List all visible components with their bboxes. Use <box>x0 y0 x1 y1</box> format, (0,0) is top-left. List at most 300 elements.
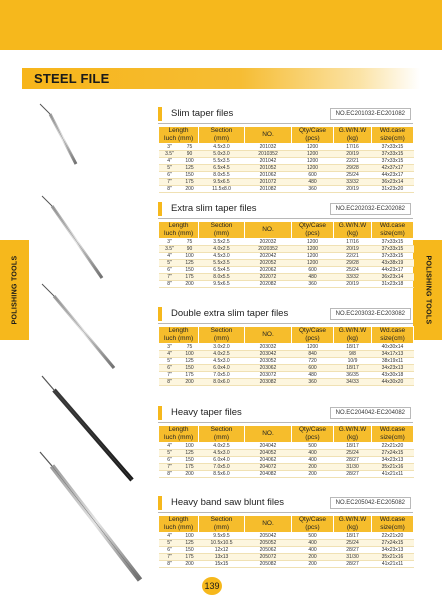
table-cell: 201072 <box>245 179 292 186</box>
table-cell: 44x23x17 <box>372 267 414 274</box>
header-weight: G.W/N.W (kg) <box>334 222 372 239</box>
table-cell: 204082 <box>245 471 292 478</box>
header-case: Wd.case size(cm) <box>372 222 414 239</box>
table-row <box>159 179 414 186</box>
table-cell: 8.5x6.0 <box>199 471 245 478</box>
spec-table <box>158 515 414 568</box>
table-cell: 3" <box>159 144 181 151</box>
table-row <box>159 253 414 260</box>
table-cell: 400 <box>292 547 334 554</box>
table-cell: 35x21x16 <box>372 464 414 471</box>
table-cell: 35x21x16 <box>372 554 414 561</box>
table-cell: 200 <box>181 186 199 193</box>
table-cell: 200 <box>181 281 199 288</box>
table-cell: 204072 <box>245 464 292 471</box>
section-divider <box>158 218 413 219</box>
header-no: NO. <box>245 127 292 144</box>
table-row <box>159 186 414 193</box>
table-cell: 38x19x11 <box>372 358 414 365</box>
table-cell: 202082 <box>245 281 292 288</box>
table-row <box>159 533 414 540</box>
table-cell: 5" <box>159 450 181 457</box>
section-divider <box>158 512 413 513</box>
table-cell: 360 <box>292 281 334 288</box>
table-row <box>159 246 414 253</box>
spec-table <box>158 221 414 288</box>
header-length: Length Iuch (mm) <box>159 426 199 443</box>
table-cell: 100 <box>181 253 199 260</box>
table-cell: 201052 <box>245 165 292 172</box>
table-cell: 1200 <box>292 165 334 172</box>
table-cell: 1200 <box>292 344 334 351</box>
table-cell: 41x21x11 <box>372 561 414 568</box>
table-row <box>159 351 414 358</box>
table-cell: 201082 <box>245 186 292 193</box>
table-cell: 8" <box>159 186 181 193</box>
header-no: NO. <box>245 426 292 443</box>
table-row <box>159 158 414 165</box>
table-row <box>159 372 414 379</box>
table-cell: 125 <box>181 540 199 547</box>
table-row <box>159 540 414 547</box>
table-cell: 4.5x3.0 <box>199 253 245 260</box>
section-header <box>158 496 413 510</box>
table-row <box>159 274 414 281</box>
table-cell: 6" <box>159 172 181 179</box>
table-cell: 5" <box>159 260 181 267</box>
table-cell: 75 <box>181 144 199 151</box>
table-cell: 28/27 <box>334 547 372 554</box>
table-cell: 27x24x15 <box>372 540 414 547</box>
table-cell: 100 <box>181 443 199 450</box>
table-cell: 5" <box>159 165 181 172</box>
table-cell: 500 <box>292 533 334 540</box>
section-accent <box>158 496 162 510</box>
side-tab-right <box>413 240 442 340</box>
table-cell: 175 <box>181 554 199 561</box>
page-number: 139 <box>202 577 222 595</box>
table-cell: 11.5x8.0 <box>199 186 245 193</box>
table-cell: 125 <box>181 165 199 172</box>
section-heavy-taper-files <box>158 406 413 478</box>
section-header <box>158 202 413 216</box>
table-cell: 3" <box>159 239 181 246</box>
table-cell: 15x15 <box>199 561 245 568</box>
header-case: Wd.case size(cm) <box>372 127 414 144</box>
section-header <box>158 307 413 321</box>
table-cell: 200 <box>292 554 334 561</box>
header-length: Length Iuch (mm) <box>159 327 199 344</box>
table-cell: 1200 <box>292 151 334 158</box>
table-cell: 7" <box>159 179 181 186</box>
model-range-badge: NO.EC202032-EC202082 <box>330 203 411 215</box>
table-row <box>159 379 414 386</box>
header-case: Wd.case size(cm) <box>372 516 414 533</box>
table-cell: 8.0x5.5 <box>199 172 245 179</box>
table-cell: 33/32 <box>334 274 372 281</box>
table-cell: 500 <box>292 443 334 450</box>
table-cell: 13x13 <box>199 554 245 561</box>
header-section: Section (mm) <box>199 327 245 344</box>
header-qty: Qty/Case (pcs) <box>292 516 334 533</box>
header-weight: G.W/N.W (kg) <box>334 426 372 443</box>
table-cell: 6" <box>159 365 181 372</box>
table-cell: 150 <box>181 365 199 372</box>
table-row <box>159 358 414 365</box>
table-cell: 20/19 <box>334 281 372 288</box>
table-cell: 22x21x20 <box>372 443 414 450</box>
table-cell: 204052 <box>245 450 292 457</box>
table-cell: 20/19 <box>334 151 372 158</box>
table-cell: 2010352 <box>245 151 292 158</box>
table-cell: 4" <box>159 443 181 450</box>
header-qty: Qty/Case (pcs) <box>292 426 334 443</box>
header-length: Length Iuch (mm) <box>159 127 199 144</box>
table-cell: 480 <box>292 372 334 379</box>
table-cell: 200 <box>292 561 334 568</box>
header-case: Wd.case size(cm) <box>372 426 414 443</box>
table-cell: 150 <box>181 547 199 554</box>
table-cell: 202062 <box>245 267 292 274</box>
table-cell: 34/33 <box>334 379 372 386</box>
table-cell: 12x12 <box>199 547 245 554</box>
table-cell: 6.5x4.5 <box>199 165 245 172</box>
table-cell: 4" <box>159 158 181 165</box>
table-cell: 18/17 <box>334 533 372 540</box>
slim-taper-file-image <box>40 104 76 164</box>
table-cell: 8" <box>159 281 181 288</box>
table-cell: 42x37x17 <box>372 165 414 172</box>
table-cell: 25/24 <box>334 540 372 547</box>
section-divider <box>158 323 413 324</box>
section-accent <box>158 307 162 321</box>
table-cell: 203032 <box>245 344 292 351</box>
table-cell: 17/16 <box>334 144 372 151</box>
table-cell: 28/27 <box>334 471 372 478</box>
table-cell: 205072 <box>245 554 292 561</box>
header-weight: G.W/N.W (kg) <box>334 516 372 533</box>
table-cell: 90 <box>181 246 199 253</box>
table-cell: 203042 <box>245 351 292 358</box>
table-cell: 18/17 <box>334 365 372 372</box>
table-cell: 22x21x20 <box>372 533 414 540</box>
table-cell: 205062 <box>245 547 292 554</box>
table-cell: 5.0x3.0 <box>199 151 245 158</box>
table-cell: 201032 <box>245 144 292 151</box>
page-title-bar <box>22 68 420 89</box>
table-cell: 33/32 <box>334 179 372 186</box>
table-cell: 201062 <box>245 172 292 179</box>
table-cell: 1200 <box>292 239 334 246</box>
table-cell: 6" <box>159 547 181 554</box>
table-row <box>159 165 414 172</box>
table-cell: 28/27 <box>334 561 372 568</box>
table-cell: 27x24x15 <box>372 450 414 457</box>
table-cell: 4.5x3.0 <box>199 358 245 365</box>
table-cell: 31/30 <box>334 464 372 471</box>
table-row <box>159 365 414 372</box>
table-cell: 5" <box>159 358 181 365</box>
table-cell: 205052 <box>245 540 292 547</box>
table-cell: 40x30x14 <box>372 344 414 351</box>
model-range-badge: NO.EC203032-EC203082 <box>330 308 411 320</box>
spec-table <box>158 126 414 193</box>
table-cell: 175 <box>181 372 199 379</box>
table-cell: 125 <box>181 260 199 267</box>
table-cell: 200 <box>292 464 334 471</box>
section-slim-taper-files <box>158 107 413 193</box>
spec-table <box>158 425 414 478</box>
table-cell: 34x17x13 <box>372 351 414 358</box>
table-cell: 3.5" <box>159 151 181 158</box>
header-no: NO. <box>245 222 292 239</box>
table-cell: 400 <box>292 450 334 457</box>
table-cell: 200 <box>292 471 334 478</box>
table-cell: 600 <box>292 172 334 179</box>
header-weight: G.W/N.W (kg) <box>334 327 372 344</box>
table-cell: 175 <box>181 179 199 186</box>
table-cell: 203072 <box>245 372 292 379</box>
table-cell: 3.5x2.5 <box>199 239 245 246</box>
table-row <box>159 239 414 246</box>
table-cell: 6.0x4.0 <box>199 365 245 372</box>
table-cell: 400 <box>292 540 334 547</box>
table-cell: 1200 <box>292 144 334 151</box>
table-cell: 8.0x5.5 <box>199 274 245 281</box>
table-cell: 25/24 <box>334 172 372 179</box>
table-cell: 7.0x5.0 <box>199 372 245 379</box>
table-cell: 150 <box>181 457 199 464</box>
table-cell: 7" <box>159 274 181 281</box>
section-heavy-band-saw-blunt-files <box>158 496 413 568</box>
table-cell: 204042 <box>245 443 292 450</box>
table-cell: 25/24 <box>334 267 372 274</box>
table-row <box>159 561 414 568</box>
table-cell: 4.0x2.5 <box>199 443 245 450</box>
table-cell: 25/24 <box>334 450 372 457</box>
table-cell: 125 <box>181 358 199 365</box>
table-cell: 8" <box>159 471 181 478</box>
table-cell: 202072 <box>245 274 292 281</box>
table-cell: 600 <box>292 365 334 372</box>
table-cell: 37x33x15 <box>372 253 414 260</box>
table-row <box>159 471 414 478</box>
header-case: Wd.case size(cm) <box>372 327 414 344</box>
table-cell: 9.5x6.5 <box>199 179 245 186</box>
table-cell: 9.5x9.5 <box>199 533 245 540</box>
table-cell: 6.5x4.5 <box>199 267 245 274</box>
table-cell: 8" <box>159 379 181 386</box>
header-qty: Qty/Case (pcs) <box>292 222 334 239</box>
top-color-band <box>0 0 442 50</box>
table-cell: 6" <box>159 267 181 274</box>
table-cell: 8" <box>159 561 181 568</box>
table-cell: 44x23x17 <box>372 172 414 179</box>
section-name: Slim taper files <box>171 108 234 119</box>
table-row <box>159 464 414 471</box>
table-cell: 22/21 <box>334 158 372 165</box>
table-cell: 41x21x11 <box>372 471 414 478</box>
table-cell: 480 <box>292 274 334 281</box>
table-cell: 200 <box>181 561 199 568</box>
section-accent <box>158 406 162 420</box>
header-qty: Qty/Case (pcs) <box>292 127 334 144</box>
table-cell: 75 <box>181 344 199 351</box>
table-cell: 400 <box>292 457 334 464</box>
heavy-taper-file-image <box>42 376 132 480</box>
table-cell: 6.0x4.0 <box>199 457 245 464</box>
table-cell: 37x33x15 <box>372 246 414 253</box>
header-length: Length Iuch (mm) <box>159 516 199 533</box>
section-extra-slim-taper-files <box>158 202 413 288</box>
model-range-badge: NO.EC201032-EC201082 <box>330 108 411 120</box>
steel-file-illustrations <box>28 100 148 590</box>
table-cell: 29/28 <box>334 260 372 267</box>
table-cell: 4" <box>159 253 181 260</box>
table-cell: 4.0x2.5 <box>199 351 245 358</box>
table-row <box>159 450 414 457</box>
table-cell: 3.5" <box>159 246 181 253</box>
table-cell: 360 <box>292 379 334 386</box>
table-cell: 200 <box>181 379 199 386</box>
header-weight: G.W/N.W (kg) <box>334 127 372 144</box>
section-divider <box>158 123 413 124</box>
table-row <box>159 547 414 554</box>
section-name: Double extra slim taper files <box>171 308 289 319</box>
table-cell: 18/17 <box>334 443 372 450</box>
table-cell: 29/28 <box>334 165 372 172</box>
table-cell: 202042 <box>245 253 292 260</box>
table-cell: 10/9 <box>334 358 372 365</box>
table-cell: 100 <box>181 533 199 540</box>
side-label-right: POLISHING TOOLS <box>424 255 431 325</box>
model-range-badge: NO.EC204042-EC204082 <box>330 407 411 419</box>
table-cell: 1200 <box>292 158 334 165</box>
spec-table <box>158 326 414 386</box>
table-cell: 5" <box>159 540 181 547</box>
table-cell: 31x23x20 <box>372 186 414 193</box>
table-cell: 37x33x15 <box>372 144 414 151</box>
table-cell: 202052 <box>245 260 292 267</box>
section-double-extra-slim-taper-files <box>158 307 413 386</box>
table-row <box>159 443 414 450</box>
table-cell: 18/17 <box>334 344 372 351</box>
section-divider <box>158 422 413 423</box>
table-cell: 175 <box>181 274 199 281</box>
table-cell: 4.0x2.5 <box>199 246 245 253</box>
table-cell: 125 <box>181 450 199 457</box>
header-qty: Qty/Case (pcs) <box>292 327 334 344</box>
table-cell: 28/27 <box>334 457 372 464</box>
table-cell: 360 <box>292 186 334 193</box>
table-cell: 22/21 <box>334 253 372 260</box>
table-cell: 200 <box>181 471 199 478</box>
header-section: Section (mm) <box>199 222 245 239</box>
table-cell: 20/19 <box>334 186 372 193</box>
side-tab-left <box>0 240 29 340</box>
table-cell: 31/30 <box>334 554 372 561</box>
table-cell: 36x23x14 <box>372 179 414 186</box>
table-row <box>159 267 414 274</box>
table-cell: 9/8 <box>334 351 372 358</box>
table-cell: 34x23x13 <box>372 457 414 464</box>
table-cell: 34x23x13 <box>372 365 414 372</box>
table-cell: 4" <box>159 351 181 358</box>
table-cell: 10.5x10.5 <box>199 540 245 547</box>
table-cell: 37x33x15 <box>372 151 414 158</box>
table-cell: 203082 <box>245 379 292 386</box>
section-accent <box>158 107 162 121</box>
table-row <box>159 144 414 151</box>
page-title: STEEL FILE <box>34 71 110 86</box>
header-section: Section (mm) <box>199 426 245 443</box>
table-cell: 150 <box>181 267 199 274</box>
header-no: NO. <box>245 327 292 344</box>
table-row <box>159 457 414 464</box>
table-cell: 43x30x18 <box>372 372 414 379</box>
table-cell: 34x23x13 <box>372 547 414 554</box>
table-cell: 6" <box>159 457 181 464</box>
table-cell: 1200 <box>292 253 334 260</box>
table-cell: 100 <box>181 351 199 358</box>
table-cell: 75 <box>181 239 199 246</box>
table-cell: 31x23x18 <box>372 281 414 288</box>
table-cell: 5.5x3.5 <box>199 158 245 165</box>
table-row <box>159 344 414 351</box>
section-header <box>158 406 413 420</box>
table-cell: 204062 <box>245 457 292 464</box>
table-row <box>159 260 414 267</box>
table-cell: 7" <box>159 464 181 471</box>
table-cell: 4.5x3.0 <box>199 144 245 151</box>
table-cell: 720 <box>292 358 334 365</box>
table-cell: 44x30x20 <box>372 379 414 386</box>
table-cell: 37x33x15 <box>372 239 414 246</box>
table-cell: 20/19 <box>334 246 372 253</box>
table-row <box>159 281 414 288</box>
double-extra-slim-taper-file-image <box>42 284 114 368</box>
header-no: NO. <box>245 516 292 533</box>
table-row <box>159 151 414 158</box>
table-cell: 201042 <box>245 158 292 165</box>
table-cell: 600 <box>292 267 334 274</box>
table-cell: 203062 <box>245 365 292 372</box>
table-cell: 43x38x19 <box>372 260 414 267</box>
section-header <box>158 107 413 121</box>
table-cell: 1200 <box>292 246 334 253</box>
table-cell: 203052 <box>245 358 292 365</box>
table-cell: 4.5x3.0 <box>199 450 245 457</box>
table-cell: 480 <box>292 179 334 186</box>
table-cell: 100 <box>181 158 199 165</box>
table-cell: 2020352 <box>245 246 292 253</box>
section-name: Heavy taper files <box>171 407 242 418</box>
table-cell: 840 <box>292 351 334 358</box>
table-cell: 17/16 <box>334 239 372 246</box>
table-cell: 205042 <box>245 533 292 540</box>
header-length: Length Iuch (mm) <box>159 222 199 239</box>
table-cell: 9.5x6.5 <box>199 281 245 288</box>
table-cell: 8.0x6.0 <box>199 379 245 386</box>
table-cell: 7" <box>159 372 181 379</box>
table-cell: 36/35 <box>334 372 372 379</box>
section-name: Heavy band saw blunt files <box>171 497 285 508</box>
table-cell: 90 <box>181 151 199 158</box>
table-cell: 5.5x3.5 <box>199 260 245 267</box>
section-name: Extra slim taper files <box>171 203 257 214</box>
table-cell: 150 <box>181 172 199 179</box>
table-cell: 37x33x15 <box>372 158 414 165</box>
